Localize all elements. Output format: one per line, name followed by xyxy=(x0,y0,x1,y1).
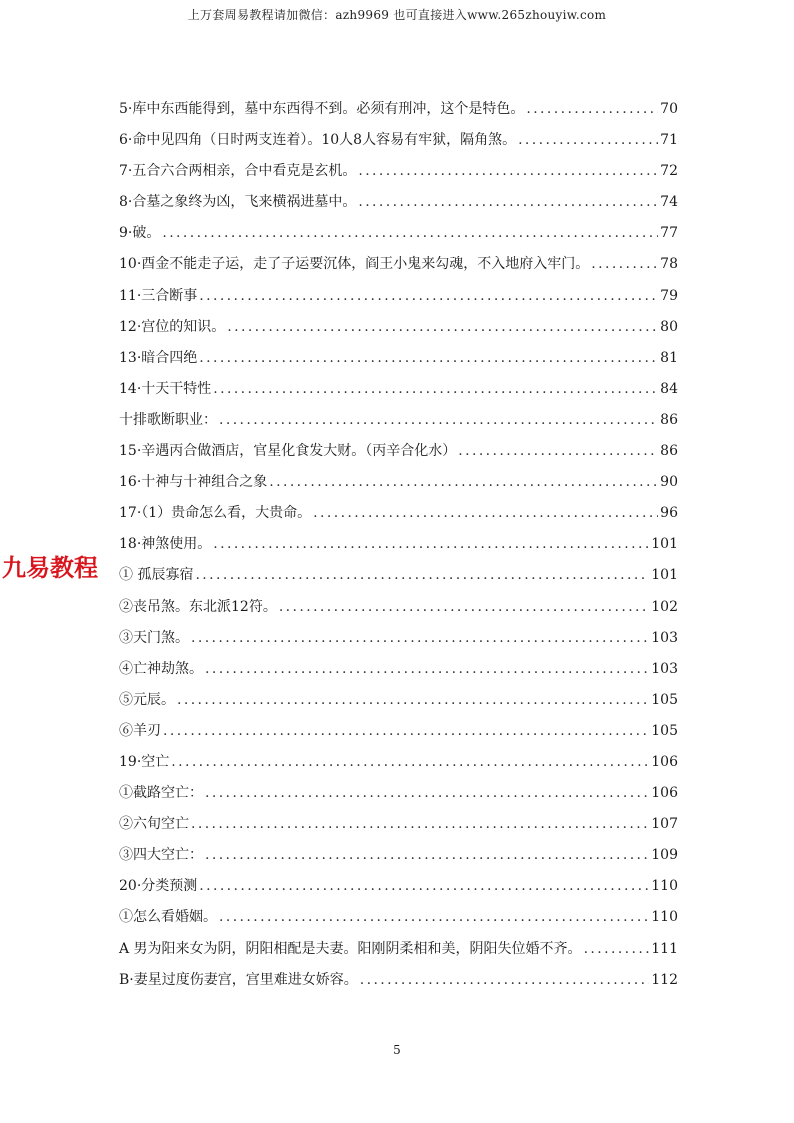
toc-entry-title: 6·命中见四角（日时两支连着）。10人8人容易有牢狱，隔角煞。 xyxy=(119,132,517,149)
watermark-logo: 九易教程 xyxy=(2,554,98,582)
toc-entry-title: ②丧吊煞。东北派12符。 xyxy=(119,598,277,615)
toc-entry-page: 110 xyxy=(651,878,678,895)
toc-dot-leader xyxy=(199,878,649,894)
toc-entry-page: 80 xyxy=(660,318,678,335)
toc-entry-page: 86 xyxy=(660,443,678,460)
toc-entry[interactable] xyxy=(119,316,678,347)
toc-entry-page: 84 xyxy=(660,380,678,397)
toc-entry-page: 101 xyxy=(651,567,678,584)
toc-entry[interactable] xyxy=(119,564,678,595)
toc-entry[interactable] xyxy=(119,813,678,844)
toc-entry-page: 107 xyxy=(651,816,678,833)
toc-entry-page: 101 xyxy=(651,536,678,553)
toc-entry-title: 13·暗合四绝 xyxy=(119,349,198,366)
toc-dot-leader xyxy=(195,567,649,583)
toc-entry[interactable] xyxy=(119,969,678,1000)
toc-entry-title: 8·合墓之象终为凶，飞来横祸进墓中。 xyxy=(119,194,357,211)
toc-entry-page: 103 xyxy=(651,660,678,677)
toc-entry[interactable] xyxy=(119,658,678,689)
toc-entry[interactable] xyxy=(119,347,678,378)
toc-entry[interactable] xyxy=(119,160,678,191)
toc-entry[interactable] xyxy=(119,129,678,160)
toc-entry[interactable] xyxy=(119,844,678,875)
toc-entry-page: 70 xyxy=(660,101,678,117)
toc-dot-leader xyxy=(213,381,658,397)
toc-dot-leader xyxy=(205,785,649,801)
toc-entry[interactable] xyxy=(119,689,678,720)
toc-entry-title: 15·辛遇丙合做酒店，官星化食发大财。（丙辛合化水） xyxy=(119,443,457,460)
toc-entry[interactable] xyxy=(119,720,678,751)
toc-dot-leader xyxy=(518,132,658,148)
toc-dot-leader xyxy=(163,723,649,739)
toc-entry[interactable] xyxy=(119,627,678,658)
toc-dot-leader xyxy=(526,101,658,117)
toc-dot-leader xyxy=(205,847,649,863)
toc-entry-title: 20·分类预测 xyxy=(119,878,198,895)
toc-dot-leader xyxy=(191,816,649,832)
toc-entry-title: 11·三合断事 xyxy=(119,287,198,304)
toc-entry-title: ③四大空亡： xyxy=(119,847,203,864)
toc-entry-title: 7·五合六合两相亲，合中看克是玄机。 xyxy=(119,163,357,180)
toc-entry[interactable] xyxy=(119,409,678,440)
toc-entry[interactable] xyxy=(119,471,678,502)
toc-entry-page: 71 xyxy=(660,132,678,149)
toc-entry[interactable] xyxy=(119,875,678,906)
toc-entry[interactable] xyxy=(119,253,678,284)
toc-entry-title: 14·十天干特性 xyxy=(119,380,212,397)
toc-entry-page: 105 xyxy=(651,691,678,708)
toc-dot-leader xyxy=(219,909,649,925)
toc-entry[interactable] xyxy=(119,906,678,937)
toc-entry-page: 72 xyxy=(660,163,678,180)
toc-entry[interactable] xyxy=(119,782,678,813)
toc-dot-leader xyxy=(584,941,650,957)
toc-dot-leader xyxy=(227,319,658,335)
toc-entry-title: 17·（1）贵命怎么看，大贵命。 xyxy=(119,505,312,522)
toc-dot-leader xyxy=(358,163,658,179)
toc-entry-title: ②六旬空亡 xyxy=(119,816,189,833)
toc-entry-title: A 男为阳来女为阴，阴阳相配是夫妻。阳刚阴柔相和美，阴阳失位婚不齐。 xyxy=(119,940,582,957)
toc-dot-leader xyxy=(171,754,649,770)
toc-entry[interactable] xyxy=(119,440,678,471)
toc-dot-leader xyxy=(219,412,658,428)
toc-entry-page: 86 xyxy=(660,411,678,428)
toc-entry[interactable] xyxy=(119,533,678,564)
toc-entry-title: B·妻星过度伤妻宫，宫里难进女娇容。 xyxy=(119,971,358,988)
toc-entry-page: 90 xyxy=(660,474,678,491)
toc-entry-title: ① 孤辰寡宿 xyxy=(119,567,194,584)
toc-entry[interactable] xyxy=(119,378,678,409)
toc-dot-leader xyxy=(358,194,658,210)
toc-entry[interactable] xyxy=(119,751,678,782)
toc-entry-page: 81 xyxy=(660,349,678,366)
toc-entry[interactable] xyxy=(119,191,678,222)
toc-entry-page: 111 xyxy=(651,940,678,957)
page-header: 上万套周易教程请加微信：azh9969 也可直接进入www.265zhouyiw.com xyxy=(187,8,607,22)
toc-dot-leader xyxy=(162,225,658,241)
toc-entry-title: 10·酉金不能走子运，走了子运要沉体，阎王小鬼来勾魂，不入地府入牢门。 xyxy=(119,256,590,273)
toc-entry-title: ⑥羊刃 xyxy=(119,722,161,739)
toc-dot-leader xyxy=(279,599,649,615)
toc-entry-page: 103 xyxy=(651,629,678,646)
toc-entry-page: 79 xyxy=(660,287,678,304)
toc-entry-page: 106 xyxy=(651,753,678,770)
toc-entry-page: 77 xyxy=(660,225,678,242)
toc-entry-title: 18·神煞使用。 xyxy=(119,536,212,553)
toc-entry-page: 78 xyxy=(660,256,678,273)
toc-entry-title: 12·宫位的知识。 xyxy=(119,318,226,335)
toc-dot-leader xyxy=(199,288,658,304)
table-of-contents xyxy=(119,98,678,1000)
toc-entry-title: ⑤元辰。 xyxy=(119,691,175,708)
toc-dot-leader xyxy=(458,443,658,459)
toc-dot-leader xyxy=(213,536,649,552)
toc-entry-title: ①截路空亡： xyxy=(119,785,203,802)
toc-dot-leader xyxy=(177,692,649,708)
toc-entry[interactable] xyxy=(119,285,678,316)
toc-entry-page: 102 xyxy=(651,598,678,615)
toc-entry-title: 16·十神与十神组合之象 xyxy=(119,474,268,491)
toc-dot-leader xyxy=(191,630,649,646)
toc-entry[interactable] xyxy=(119,98,678,129)
toc-dot-leader xyxy=(269,474,658,490)
toc-entry-page: 96 xyxy=(660,505,678,522)
toc-entry-title: 5·库中东西能得到，墓中东西得不到。必须有刑冲，这个是特色。 xyxy=(119,101,525,117)
toc-entry-page: 112 xyxy=(651,971,678,988)
toc-entry-page: 110 xyxy=(651,909,678,926)
toc-entry-page: 105 xyxy=(651,722,678,739)
toc-entry-page: 106 xyxy=(651,785,678,802)
toc-entry-title: 19·空亡 xyxy=(119,753,170,770)
toc-entry-title: ④亡神劫煞。 xyxy=(119,660,203,677)
toc-entry[interactable] xyxy=(119,222,678,253)
toc-dot-leader xyxy=(205,661,649,677)
toc-dot-leader xyxy=(360,972,650,988)
toc-entry[interactable] xyxy=(119,938,678,969)
toc-dot-leader xyxy=(199,350,658,366)
toc-entry-title: ③天门煞。 xyxy=(119,629,189,646)
toc-entry-page: 74 xyxy=(660,194,678,211)
toc-entry[interactable] xyxy=(119,596,678,627)
toc-entry-title: 十排歌断职业： xyxy=(119,411,217,428)
page-number: 5 xyxy=(393,1043,401,1057)
toc-dot-leader xyxy=(591,256,658,272)
toc-entry[interactable] xyxy=(119,502,678,533)
toc-entry-page: 109 xyxy=(651,847,678,864)
toc-entry-title: 9·破。 xyxy=(119,225,161,242)
toc-dot-leader xyxy=(313,505,658,521)
toc-entry-title: ①怎么看婚姻。 xyxy=(119,909,217,926)
